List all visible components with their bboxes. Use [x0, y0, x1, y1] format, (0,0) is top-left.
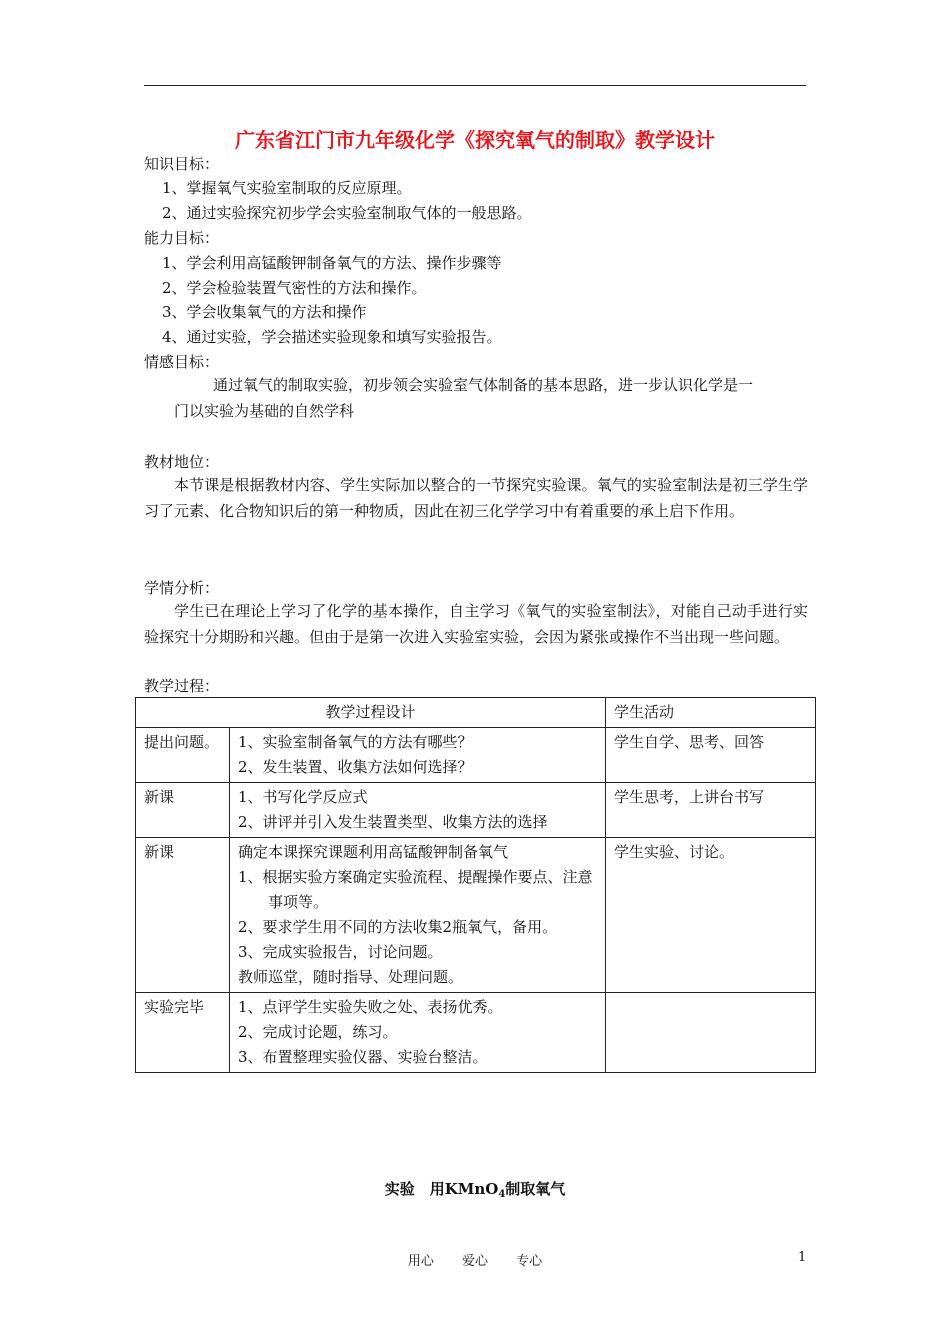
- header-rule: [144, 85, 806, 86]
- stage-cell: 新课: [136, 838, 230, 993]
- student-cell: [606, 993, 816, 1073]
- ability-item-4: 4、通过实验，学会描述实验现象和填写实验报告。: [162, 328, 502, 346]
- knowledge-label: 知识目标：: [144, 155, 220, 173]
- stage-cell: 提出问题。: [136, 728, 230, 783]
- table-row: [136, 728, 816, 783]
- stage-cell: 实验完毕: [136, 993, 230, 1073]
- document-title: 广东省江门市九年级化学《探究氧气的制取》教学设计: [235, 128, 715, 152]
- motto-word: 爱心: [461, 1254, 488, 1269]
- step-line: 2、发生装置、收集方法如何选择？: [238, 758, 473, 776]
- process-label: 教学过程：: [144, 677, 220, 695]
- process-table: [135, 697, 816, 1073]
- stage-cell: 新课: [136, 783, 230, 838]
- table-row: [136, 993, 816, 1073]
- ability-item-1: 1、学会利用高锰酸钾制备氧气的方法、操作步骤等: [162, 254, 502, 272]
- ability-label: 能力目标：: [144, 229, 220, 247]
- table-row: [136, 838, 816, 993]
- step-line: 1、书写化学反应式: [238, 788, 368, 806]
- experiment-prefix: 实验 用: [384, 1180, 445, 1198]
- emotion-line-2: 门以实验为基础的自然学科: [174, 402, 355, 420]
- motto-word: 专心: [516, 1254, 543, 1269]
- emotion-line-1: 通过氧气的制取实验，初步领会实验室气体制备的基本思路，进一步认识化学是一: [213, 376, 754, 394]
- header-student: 学生活动: [606, 698, 816, 728]
- step-line: 确定本课探究课题利用高锰酸钾制备氧气: [238, 843, 509, 861]
- steps-cell: [230, 728, 606, 783]
- textbook-label: 教材地位：: [144, 453, 220, 471]
- experiment-title: [0, 1178, 950, 1200]
- students-paragraph: 学生已在理论上学习了化学的基本操作，自主学习《氧气的实验室制法》，对能自己动手进行实验探究十分期盼和兴趣。但由于是第一次进入实验室实验，会因为紧张或操作不当出现一些问题。: [144, 602, 808, 646]
- table-header-row: [136, 698, 816, 728]
- ability-item-2: 2、学会检验装置气密性的方法和操作。: [162, 279, 427, 297]
- student-cell: 学生实验、讨论。: [606, 838, 816, 993]
- ability-item-3: 3、学会收集氧气的方法和操作: [162, 303, 367, 321]
- motto-word: 用心: [407, 1254, 434, 1269]
- step-line: 3、布置整理实验仪器、实验台整洁。: [238, 1048, 488, 1066]
- formula-subscript: 4: [498, 1189, 506, 1200]
- step-line: 1、根据实验方案确定实验流程、提醒操作要点、注意事项等。: [238, 868, 593, 911]
- table-row: [136, 783, 816, 838]
- page-number: 1: [798, 1250, 807, 1265]
- experiment-suffix: 制取氧气: [505, 1180, 566, 1198]
- step-line: 教师巡堂，随时指导、处理问题。: [238, 968, 464, 986]
- knowledge-item-1: 1、掌握氧气实验室制取的反应原理。: [162, 179, 412, 197]
- step-line: 2、要求学生用不同的方法收集2瓶氧气，备用。: [238, 918, 558, 936]
- students-label: 学情分析：: [144, 579, 220, 597]
- student-cell: 学生思考，上讲台书写: [606, 783, 816, 838]
- knowledge-item-2: 2、通过实验探究初步学会实验室制取气体的一般思路。: [162, 204, 532, 222]
- header-design: 教学过程设计: [136, 698, 606, 728]
- textbook-paragraph: 本节课是根据教材内容、学生实际加以整合的一节探究实验课。氧气的实验室制法是初三学生学习了元素、化合物知识后的第一种物质，因此在初三化学学习中有着重要的承上启下作用。: [144, 476, 808, 520]
- steps-cell: [230, 783, 606, 838]
- formula-main: KMnO: [444, 1180, 499, 1198]
- steps-cell: [230, 993, 606, 1073]
- emotion-label: 情感目标：: [144, 353, 220, 371]
- step-line: 2、讲评并引入发生装置类型、收集方法的选择: [238, 813, 548, 831]
- footer-motto: [0, 1250, 950, 1269]
- step-line: 1、实验室制备氧气的方法有哪些？: [238, 733, 473, 751]
- step-line: 2、完成讨论题，练习。: [238, 1023, 398, 1041]
- student-cell: 学生自学、思考、回答: [606, 728, 816, 783]
- step-line: 1、点评学生实验失败之处、表扬优秀。: [238, 998, 503, 1016]
- step-line: 3、完成实验报告，讨论问题。: [238, 943, 443, 961]
- steps-cell: [230, 838, 606, 993]
